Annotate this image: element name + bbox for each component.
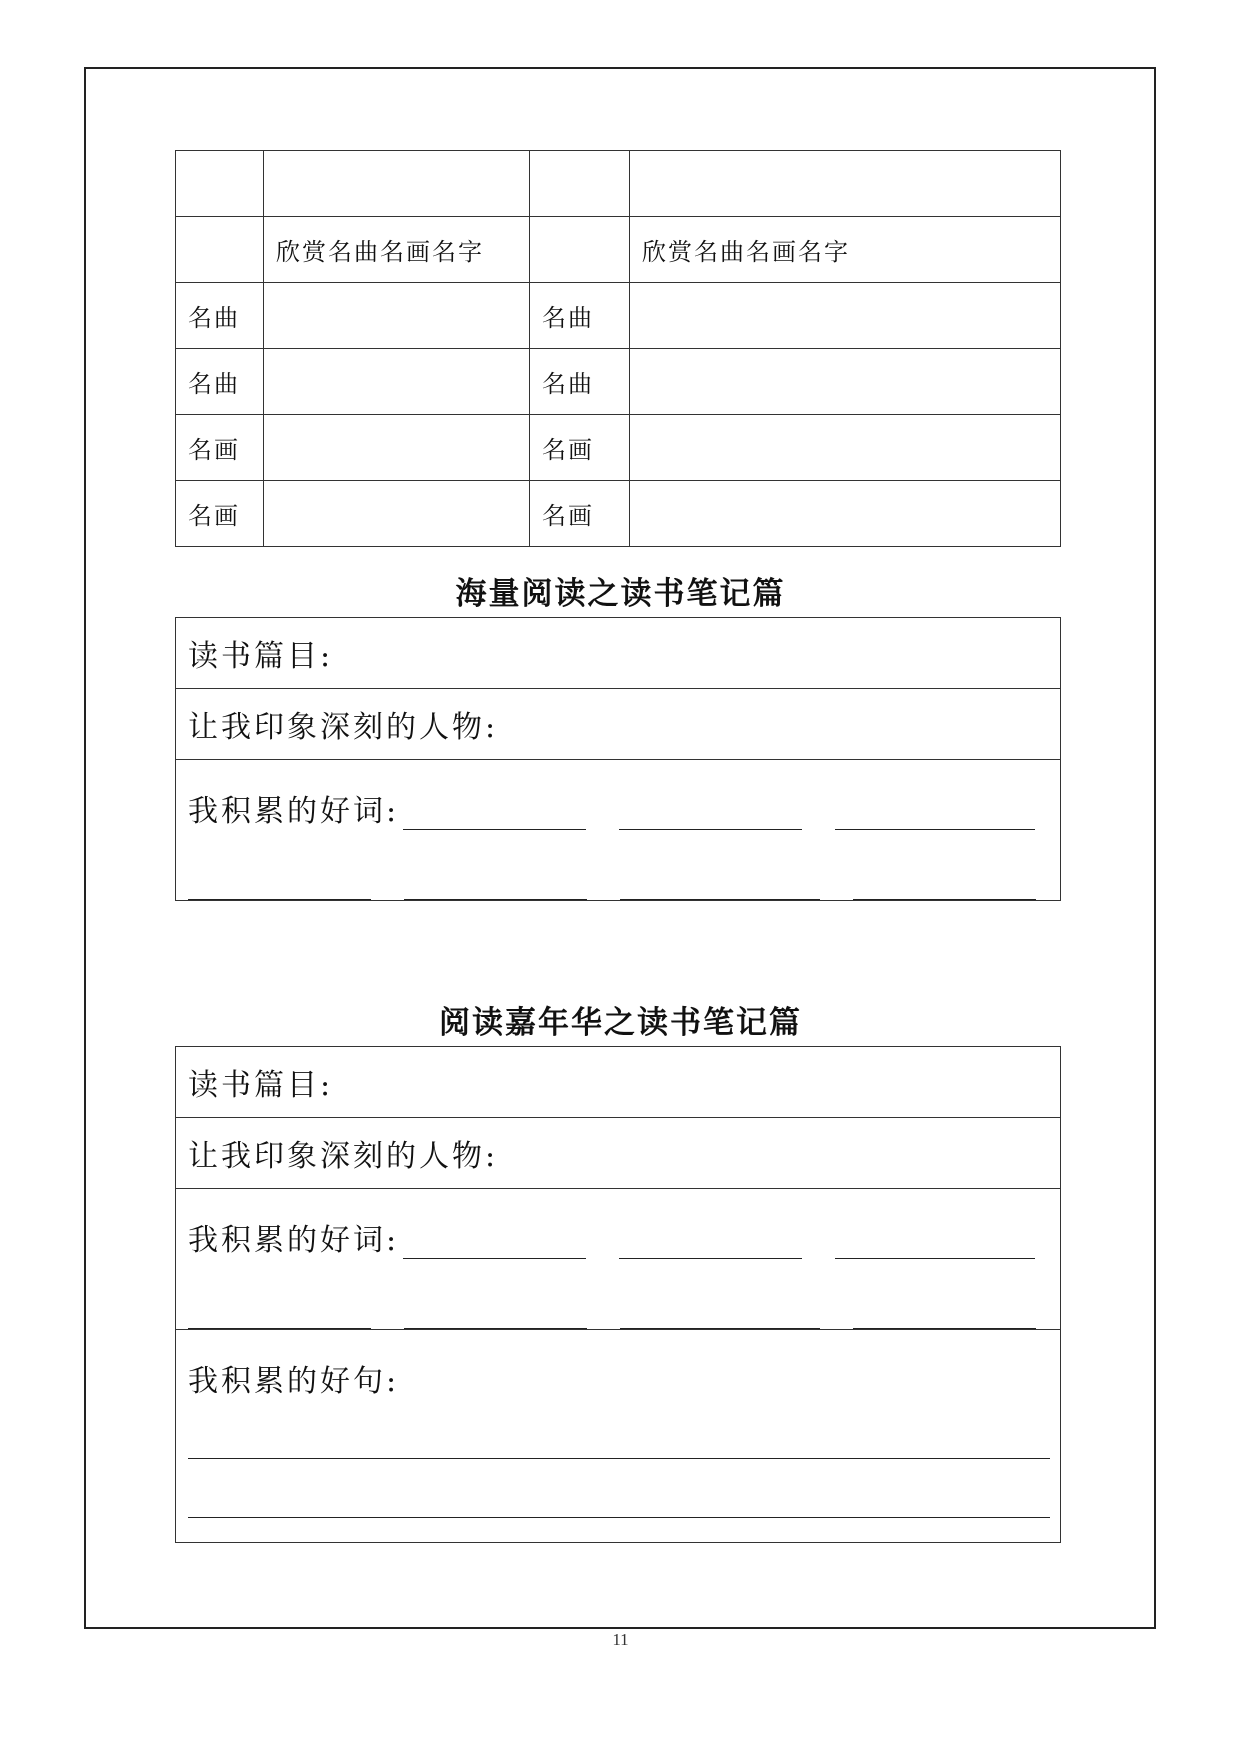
table-row: [176, 283, 1061, 349]
table-row: [176, 760, 1061, 901]
row-label: 名画: [176, 481, 264, 547]
word-blank[interactable]: [853, 1290, 1036, 1329]
row-label: 名画: [530, 481, 630, 547]
answer-cell[interactable]: [630, 283, 1061, 349]
word-blank[interactable]: [404, 861, 587, 900]
table-row: [176, 217, 1061, 283]
sentence-blank[interactable]: [188, 1400, 1050, 1459]
good-words-label: 我积累的好词:: [188, 1223, 400, 1258]
sentences-label-line: [188, 1330, 1060, 1400]
word-blank[interactable]: [619, 1220, 802, 1259]
book-title-field[interactable]: 读书篇目:: [176, 618, 1061, 689]
table-cell[interactable]: [530, 151, 630, 217]
good-words-field[interactable]: [176, 1189, 1061, 1330]
word-blank[interactable]: [404, 1290, 587, 1329]
row-label: 名曲: [176, 283, 264, 349]
section1-title: 海量阅读之读书笔记篇: [455, 576, 786, 612]
row-label: 名曲: [530, 283, 630, 349]
reading-notes-table-1: [175, 617, 1061, 901]
good-sentences-field[interactable]: [176, 1330, 1061, 1543]
table-row: [176, 1118, 1061, 1189]
words-line-2: [188, 1259, 1060, 1329]
table-cell[interactable]: [264, 151, 530, 217]
good-sentences-label: 我积累的好句:: [188, 1364, 400, 1399]
word-blank[interactable]: [403, 1220, 586, 1259]
row-label: 名画: [530, 415, 630, 481]
table-cell: [176, 217, 264, 283]
table-row: [176, 1189, 1061, 1330]
character-field[interactable]: 让我印象深刻的人物:: [176, 689, 1061, 760]
words-line-1: [188, 760, 1060, 830]
word-blank[interactable]: [620, 1290, 820, 1329]
word-blank[interactable]: [188, 861, 371, 900]
table-row: [176, 618, 1061, 689]
row-label: 名画: [176, 415, 264, 481]
row-label: 名曲: [530, 349, 630, 415]
answer-cell[interactable]: [264, 349, 530, 415]
word-blank[interactable]: [835, 1220, 1035, 1259]
table-cell: [530, 217, 630, 283]
word-blank[interactable]: [853, 861, 1036, 900]
section2-title: 阅读嘉年华之读书笔记篇: [439, 1005, 802, 1041]
table-row: [176, 1047, 1061, 1118]
page-number: 11: [612, 1630, 629, 1649]
book-title-field[interactable]: 读书篇目:: [176, 1047, 1061, 1118]
row-label: 名曲: [176, 349, 264, 415]
answer-cell[interactable]: [264, 283, 530, 349]
words-line-2: [188, 830, 1060, 900]
art-appreciation-table: [175, 150, 1061, 547]
character-field[interactable]: 让我印象深刻的人物:: [176, 1118, 1061, 1189]
word-blank[interactable]: [188, 1290, 371, 1329]
word-blank[interactable]: [835, 791, 1035, 830]
table-row: [176, 481, 1061, 547]
good-words-field[interactable]: [176, 760, 1061, 901]
table-cell[interactable]: [630, 151, 1061, 217]
table-row: [176, 349, 1061, 415]
word-blank[interactable]: [619, 791, 802, 830]
good-words-label: 我积累的好词:: [188, 794, 400, 829]
sentence-blank[interactable]: [188, 1459, 1050, 1518]
table-row: [176, 689, 1061, 760]
answer-cell[interactable]: [630, 415, 1061, 481]
answer-cell[interactable]: [630, 481, 1061, 547]
reading-notes-table-2: [175, 1046, 1061, 1543]
word-blank[interactable]: [620, 861, 820, 900]
answer-cell[interactable]: [264, 415, 530, 481]
word-blank[interactable]: [403, 791, 586, 830]
words-line-1: [188, 1189, 1060, 1259]
answer-cell[interactable]: [264, 481, 530, 547]
table-row: [176, 415, 1061, 481]
table-row: [176, 151, 1061, 217]
table-cell[interactable]: [176, 151, 264, 217]
table-row: [176, 1330, 1061, 1543]
header-left: 欣赏名曲名画名字: [264, 217, 530, 283]
header-right: 欣赏名曲名画名字: [630, 217, 1061, 283]
answer-cell[interactable]: [630, 349, 1061, 415]
